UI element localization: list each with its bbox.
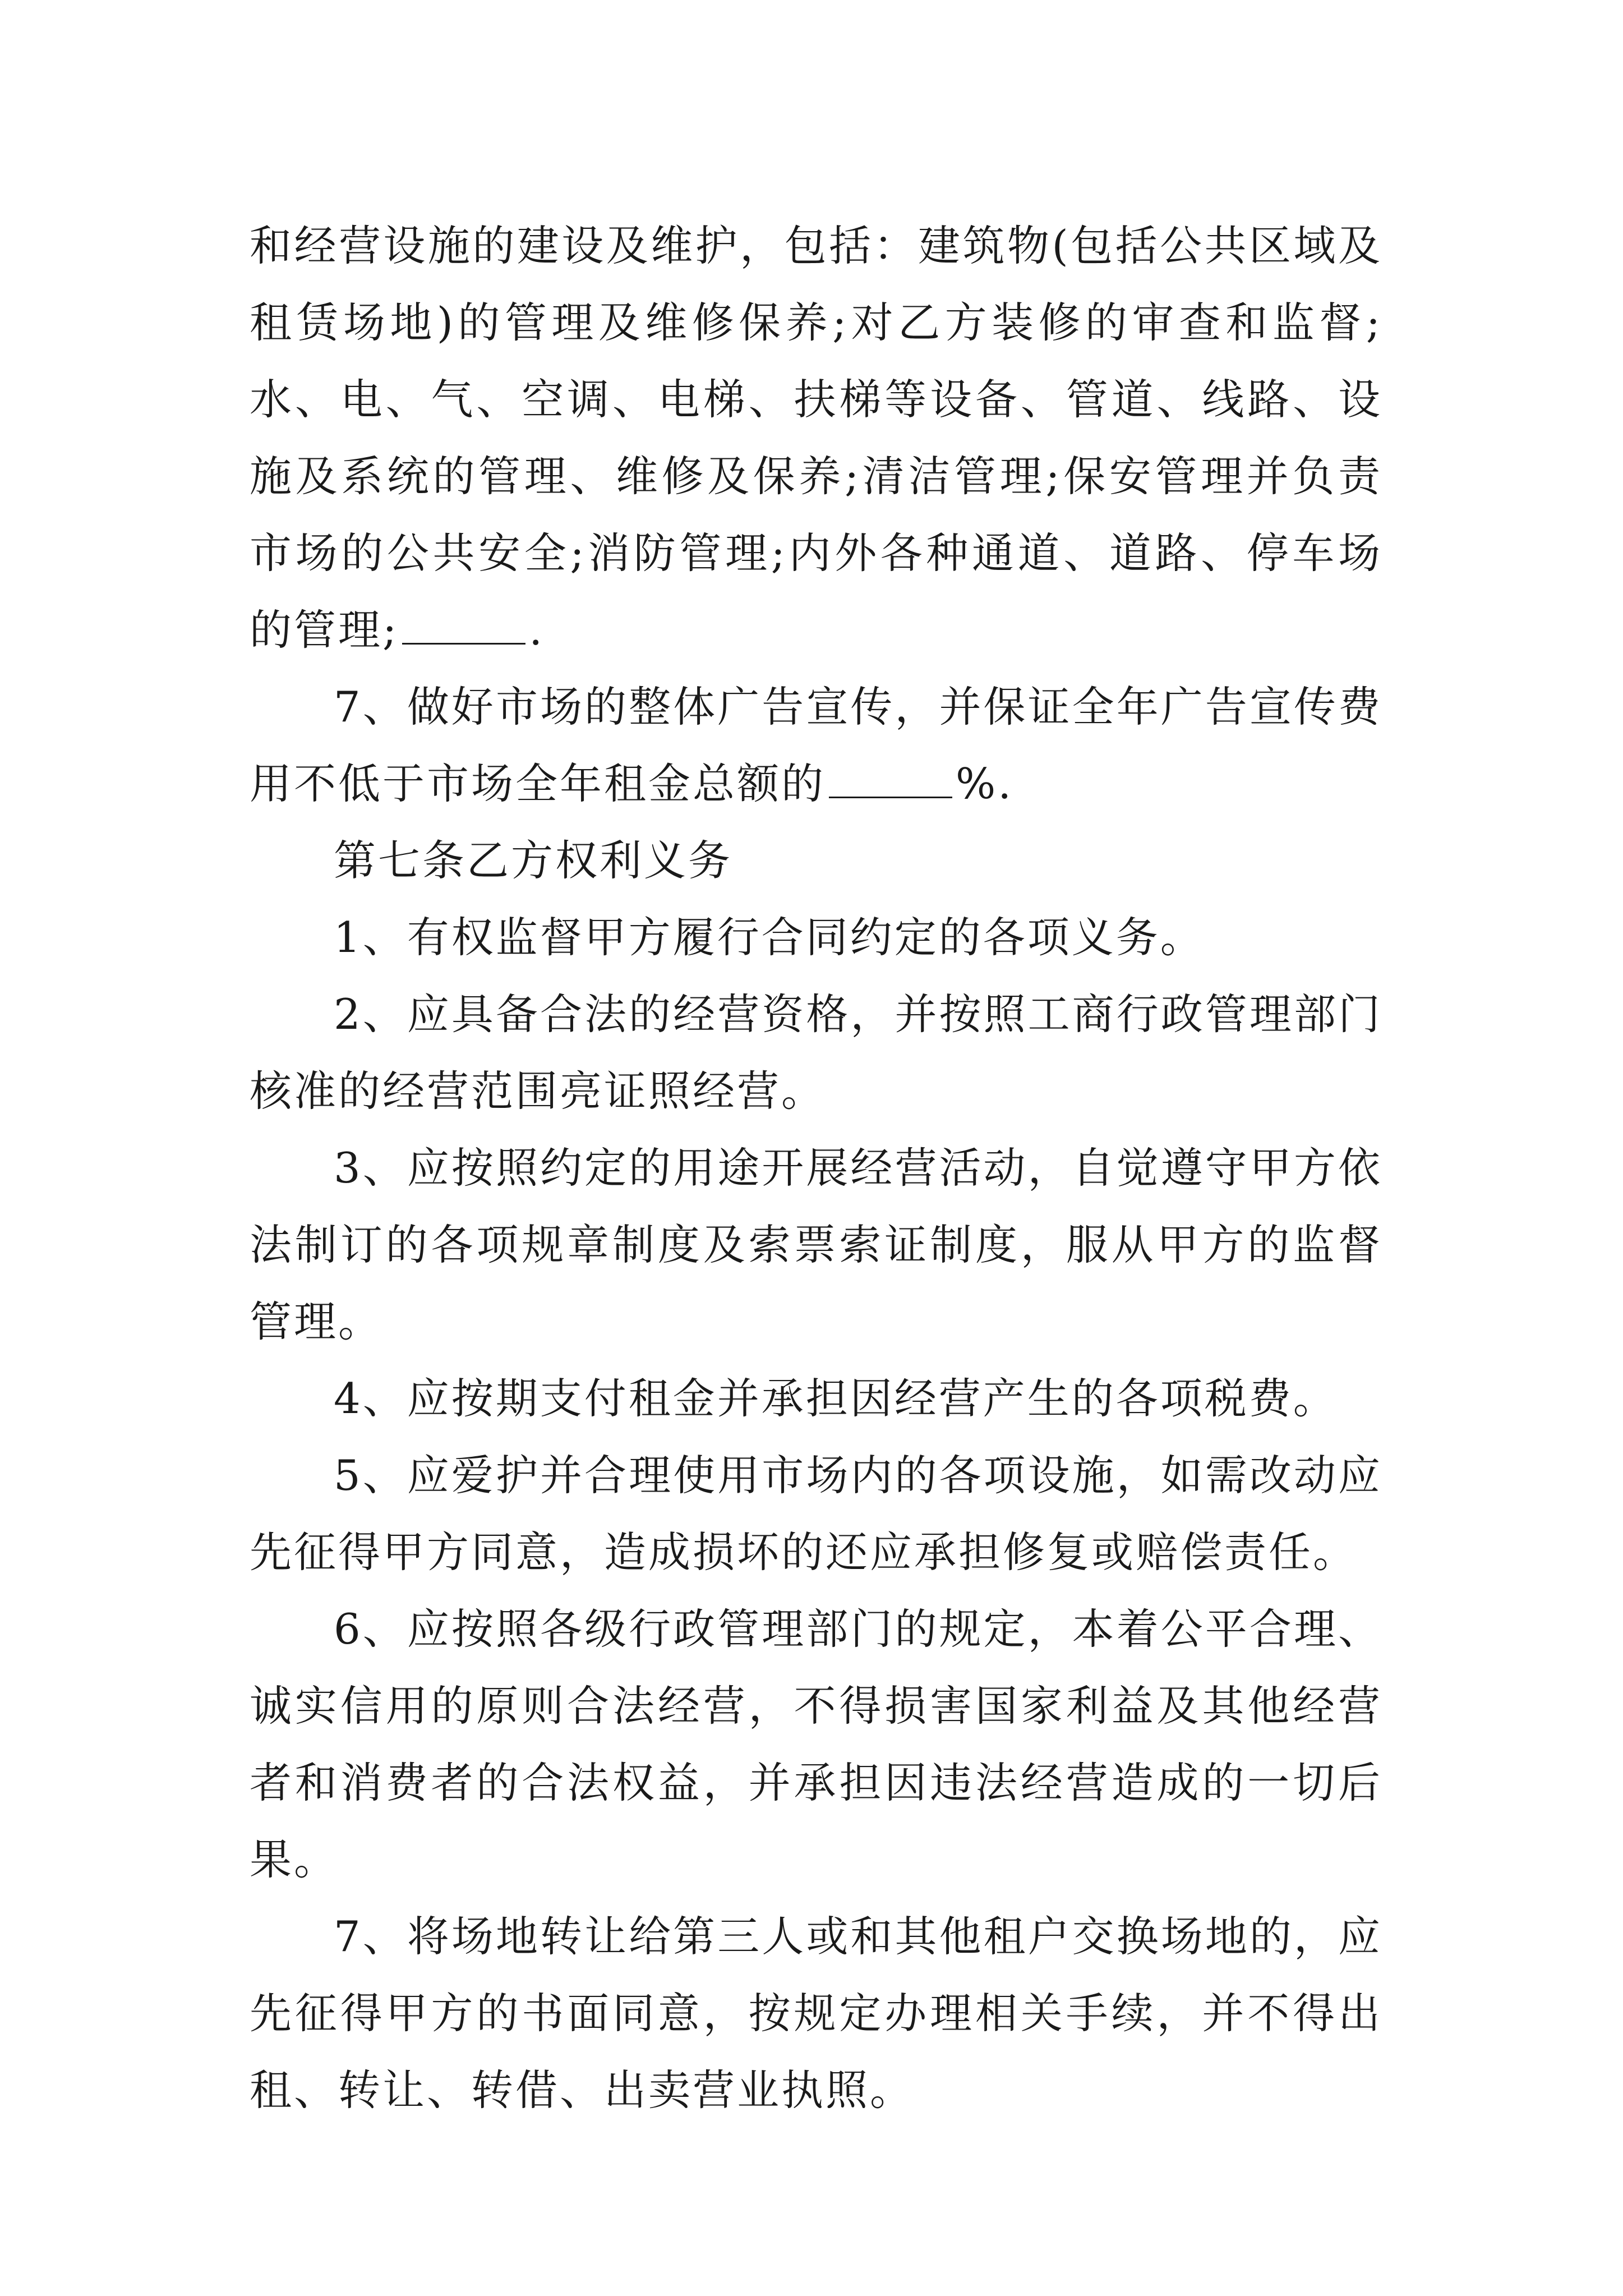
- clause-4: 4、应按期支付租金并承担因经营产生的各项税费。: [334, 1374, 1338, 1423]
- paragraph-text: 7、做好市场的整体广告宣传，并保证全年广告宣传费用不低于市场全年租金总额的: [250, 682, 1382, 808]
- fill-in-blank: [402, 610, 525, 645]
- clause-5: 5、应爱护并合理使用市场内的各项设施，如需改动应先征得甲方同意，造成损坏的还应承担修复或赔偿责任。: [250, 1451, 1382, 1577]
- paragraph-management-duties: [250, 208, 1382, 669]
- clause-3: 3、应按照约定的用途开展经营活动，自觉遵守甲方依法制订的各项规章制度及索票索证制度，服从甲方的监督管理。: [250, 1143, 1382, 1346]
- paragraph-text: 和经营设施的建设及维护，包括：建筑物(包括公共区域及租赁场地)的管理及维修保养;对乙方装修的审查和监督;水、电、气、空调、电梯、扶梯等设备、管道、线路、设施及系统的管理、维修及保养;清洁管理;保安管理并负责市场的公共安全;消防管理;内外各种通道、道路、停车场的管理;: [250, 221, 1382, 655]
- clause-6: 6、应按照各级行政管理部门的规定，本着公平合理、诚实信用的原则合法经营，不得损害国家利益及其他经营者和消费者的合法权益，并承担因违法经营造成的一切后果。: [250, 1604, 1382, 1884]
- clause-7: 7、将场地转让给第三人或和其他租户交换场地的，应先征得甲方的书面同意，按规定办理相关手续，并不得出租、转让、转借、出卖营业执照。: [250, 1912, 1382, 2115]
- paragraph-text-end: %.: [956, 759, 1014, 808]
- paragraph-text-end: .: [529, 605, 545, 655]
- clause-1: 1、有权监督甲方履行合同约定的各项义务。: [334, 913, 1205, 962]
- paragraph-advertising: [250, 669, 1382, 822]
- clause-2: 2、应具备合法的经营资格，并按照工商行政管理部门核准的经营范围亮证照经营。: [250, 990, 1382, 1116]
- article-heading: 第七条乙方权利义务: [334, 836, 733, 885]
- document-body: [250, 208, 1382, 2129]
- fill-in-blank: [829, 764, 952, 798]
